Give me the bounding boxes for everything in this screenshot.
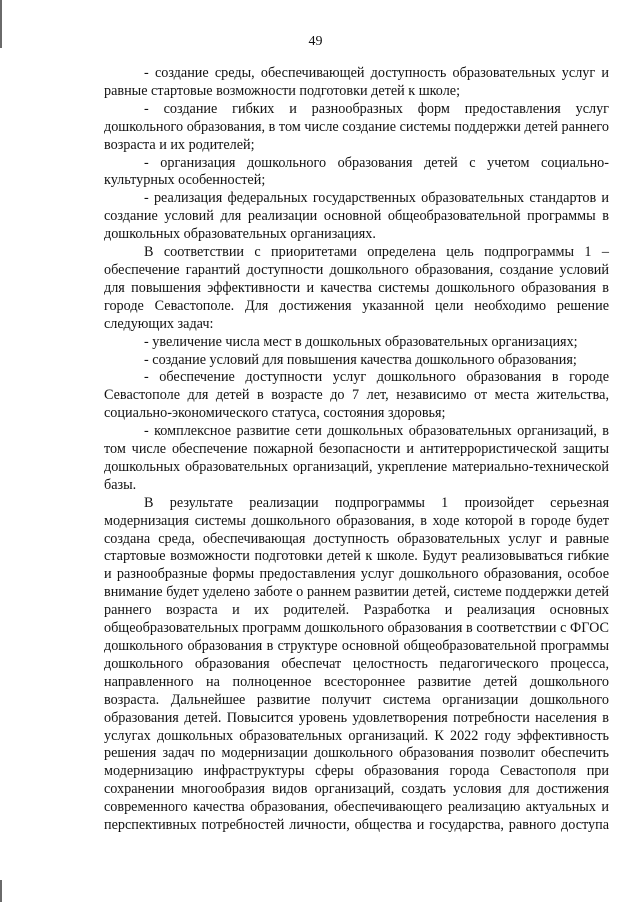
page-number: 49 [308, 34, 323, 49]
paragraph: - реализация федеральных государственных образовательных стандартов и создание условий для реализации основной общеобразовательной программы в дошкольных образовательных организациях. [104, 190, 609, 243]
paragraph: - создание условий для повышения качества дошкольного образования; [144, 351, 577, 368]
paragraph: - создание гибких и разнообразных форм предоставления услуг дошкольного образования, в том числе создание системы поддержки детей раннего возраста и их родителей; [104, 100, 609, 153]
body-text [104, 65, 609, 835]
paragraph: - комплексное развитие сети дошкольных образовательных организаций, в том числе обеспечение пожарной безопасности и антитеррористической защиты дошкольных образовательных организаций, укрепление материально-технической базы. [104, 423, 609, 493]
paragraph: В соответствии с приоритетами определена цель подпрограммы 1 – обеспечение гарантий доступности дошкольного образования, создание условий для повышения эффективности и качества системы дошкольного образования в городе Севастополе. Для достижения указанной цели необходимо решение следующих задач: [104, 244, 609, 332]
scan-edge-mark-bottom [0, 880, 2, 902]
paragraph: - организация дошкольного образования детей с учетом социально-культурных особенностей; [104, 154, 609, 189]
paragraph: В результате реализации подпрограммы 1 произойдет серьезная модернизация системы дошкольного образования, в ходе которой в городе будет создана среда, обеспечивающая доступность образовательных услуг и равные стартовые возможности подготовки детей к школе. Будут реализовываться гибкие и разнообразные формы предоставления услуг дошкольного образования, особое внимание будет уделено заботе о раннем развитии детей, системе поддержки детей раннего возраста и их родителей. Разработка и реализация основных общеобразовательных программ дошкольного образования в соответствии с ФГОС дошкольного образования в структуре основной общеобразовательной программы дошкольного образования обеспечат целостность педагогического процесса, направленного на полноценное всестороннее развитие детей дошкольного возраста. Дальнейшее развитие получит система организации дошкольного образования детей. Повысится уровень удовлетворения потребности населения в услугах дошкольных образовательных организаций. К 2022 году эффективность решения задач по модернизации дошкольного образования позволит обеспечить модернизацию инфраструктуры сферы образования города Севастополя при сохранении многообразия видов организаций, создать условия для достижения современного качества образования, обеспечивающего реализацию актуальных и перспективных потребностей личности, общества и государства, равного доступа [104, 494, 609, 834]
paragraph: - создание среды, обеспечивающей доступность образовательных услуг и равные стартовые возможности подготовки детей к школе; [104, 65, 609, 99]
paragraph: - увеличение числа мест в дошкольных образовательных организациях; [144, 333, 578, 350]
paragraph: - обеспечение доступности услуг дошкольного образования в городе Севастополе для детей в возрасте до 7 лет, независимо от места жительства, социально-экономического статуса, состояния здоровья; [104, 369, 609, 422]
